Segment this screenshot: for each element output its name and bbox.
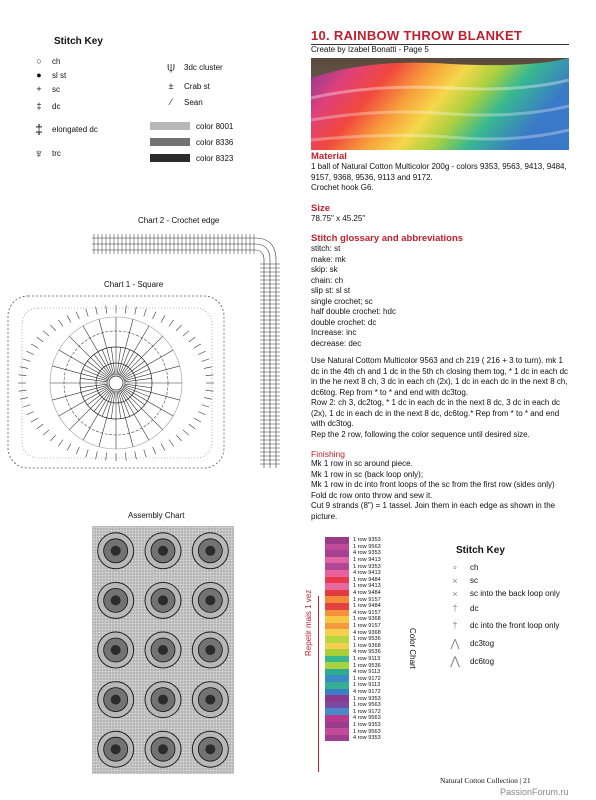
assembly-motif-center bbox=[111, 546, 121, 556]
key-item-ch: ○ ch bbox=[32, 54, 98, 68]
color-row-label: 1 row 9563 bbox=[353, 702, 381, 709]
assembly-motif-center bbox=[158, 645, 168, 655]
swatch-mid bbox=[150, 138, 190, 146]
key-item-dc: ‡ dc bbox=[32, 96, 98, 116]
color-row bbox=[325, 649, 381, 656]
color-row-swatch bbox=[325, 695, 349, 702]
border-stitch-mark bbox=[176, 435, 181, 441]
color-row-label: 1 row 9113 bbox=[353, 682, 381, 689]
assembly-label: Assembly Chart bbox=[128, 511, 185, 520]
key2-dc6tog: ⋀ dc6tog bbox=[448, 652, 560, 670]
color-row-label: 1 row 9353 bbox=[353, 695, 381, 702]
finishing-step: Mk 1 row in dc into front loops of the sc from the first row (sides only) bbox=[311, 480, 555, 489]
color-row-label: 1 row 9484 bbox=[353, 576, 381, 583]
credit-line: Create by Izabel Bonatti - Page 5 bbox=[311, 45, 429, 54]
assembly-motif-center bbox=[205, 695, 215, 705]
color-row-label: 1 row 9172 bbox=[353, 675, 381, 682]
border-stitch-mark bbox=[26, 351, 33, 354]
assembly-motif-center bbox=[205, 595, 215, 605]
round-stitch-mark bbox=[117, 391, 121, 419]
assembly-motif-center bbox=[205, 744, 215, 754]
color-row bbox=[325, 643, 381, 650]
assembly-motif-center bbox=[158, 744, 168, 754]
finishing-step: Fold dc row onto throw and sew it. bbox=[311, 490, 433, 500]
color-row-swatch bbox=[325, 728, 349, 735]
border-stitch-mark bbox=[189, 424, 195, 429]
color-row-label: 1 row 9172 bbox=[353, 708, 381, 715]
finishing-step: Mk 1 row in sc around piece. bbox=[311, 459, 413, 468]
dc3tog-icon: ⋀ bbox=[450, 637, 460, 650]
border-stitch-mark bbox=[202, 405, 210, 407]
color-row-swatch bbox=[325, 702, 349, 709]
treble-crochet-icon: ♆ bbox=[34, 145, 44, 161]
chart2-label: Chart 2 - Crochet edge bbox=[138, 216, 220, 225]
crab-stitch-icon: ± bbox=[168, 81, 174, 91]
color-row-swatch bbox=[325, 682, 349, 689]
color-row bbox=[325, 708, 381, 715]
round-stitch-mark bbox=[80, 384, 108, 388]
border-stitch-mark bbox=[86, 309, 88, 317]
border-stitch-mark bbox=[19, 390, 27, 391]
page-title: 10. RAINBOW THROW BLANKET bbox=[311, 28, 523, 43]
material-heading: Material bbox=[311, 151, 347, 162]
border-stitch-mark bbox=[20, 367, 28, 369]
color-row bbox=[325, 577, 381, 584]
color-row-label: 4 row 9563 bbox=[353, 715, 381, 722]
glossary-item: Increase: inc bbox=[311, 328, 357, 337]
color-row bbox=[325, 629, 381, 636]
color-row-swatch bbox=[325, 610, 349, 617]
color-row-label: 4 row 9113 bbox=[353, 669, 381, 676]
border-stitch-mark bbox=[161, 315, 165, 322]
border-stitch-mark bbox=[37, 337, 43, 342]
border-stitch-mark bbox=[37, 424, 43, 429]
glossary-heading: Stitch glossary and abbreviations bbox=[311, 233, 464, 244]
instruction-row2: Row 2: ch 3, dc2tog, * 1 dc in each dc in the next 8 dc, 3 dc in each dc (2x), 1 dc in each dc in the next 8 dc, dc6tog.* Rep from * to * and end with dc3tog. bbox=[311, 398, 561, 428]
border-stitch-mark bbox=[76, 447, 79, 454]
slip-stitch-icon: ● bbox=[36, 70, 42, 80]
color-row-swatch bbox=[325, 643, 349, 650]
material-text: 1 ball of Natural Cotton Multicolor 200g - colors 9353, 9563, 9413, 9484, 9157, 9368, 9536, 9113 and 9172. bbox=[311, 162, 567, 182]
color-row-label: 1 row 9353 bbox=[353, 721, 381, 728]
border-stitch-mark bbox=[106, 305, 107, 313]
color-row-swatch bbox=[325, 689, 349, 696]
color-row-label: 4 row 9536 bbox=[353, 649, 381, 656]
3dc-cluster-icon: ⍦ bbox=[167, 59, 175, 74]
border-stitch-mark bbox=[67, 315, 71, 322]
border-stitch-mark bbox=[43, 331, 49, 336]
key2-sc-back: × sc into the back loop only bbox=[448, 587, 560, 600]
assembly-motif-center bbox=[205, 546, 215, 556]
repeat-label: Repetir mais 1 vez bbox=[304, 589, 313, 656]
color-row-swatch bbox=[325, 623, 349, 630]
border-stitch-mark bbox=[31, 418, 38, 422]
glossary-item: single crochet; sc bbox=[311, 296, 373, 306]
assembly-motif-center bbox=[111, 595, 121, 605]
color-row bbox=[325, 702, 381, 709]
chart1-square bbox=[8, 296, 224, 468]
border-stitch-mark bbox=[67, 444, 71, 451]
color-row bbox=[325, 550, 381, 557]
border-stitch-mark bbox=[198, 351, 205, 354]
color-row bbox=[325, 544, 381, 551]
color-row-swatch bbox=[325, 550, 349, 557]
border-stitch-mark bbox=[58, 320, 63, 326]
dc-front-loop-icon: † bbox=[452, 620, 458, 630]
color-row-swatch bbox=[325, 715, 349, 722]
stitch-key-right-title: Stitch Key bbox=[456, 545, 505, 556]
assembly-motif-center bbox=[111, 695, 121, 705]
double-crochet-icon: † bbox=[452, 603, 458, 613]
assembly-motif-center bbox=[158, 695, 168, 705]
color-row-label: 1 row 9157 bbox=[353, 596, 381, 603]
border-stitch-mark bbox=[176, 325, 181, 331]
color-row-label: 4 row 9353 bbox=[353, 550, 381, 557]
key2-dc-front: † dc into the front loop only bbox=[448, 616, 560, 634]
border-stitch-mark bbox=[135, 451, 137, 459]
border-stitch-mark bbox=[194, 344, 201, 348]
glossary-item: chain: ch bbox=[311, 275, 344, 285]
color-row bbox=[325, 675, 381, 682]
glossary-section bbox=[311, 233, 573, 349]
color-row-label: 1 row 9563 bbox=[353, 543, 381, 550]
color-row bbox=[325, 735, 381, 742]
glossary-item: slip st: sl st bbox=[311, 286, 351, 295]
border-stitch-mark bbox=[204, 398, 212, 400]
round-stitch-mark bbox=[111, 347, 115, 375]
color-row-swatch bbox=[325, 583, 349, 590]
color-row-swatch bbox=[325, 629, 349, 636]
color-row bbox=[325, 623, 381, 630]
color-row bbox=[325, 695, 381, 702]
round-stitch-mark bbox=[111, 391, 115, 419]
border-stitch-mark bbox=[125, 305, 126, 313]
border-stitch-mark bbox=[43, 430, 49, 435]
key-item-slst: ● sl st bbox=[32, 68, 98, 82]
key-item-crab: ± Crab st bbox=[164, 78, 223, 94]
color-row bbox=[325, 728, 381, 735]
color-row-swatch bbox=[325, 570, 349, 577]
color-row bbox=[325, 669, 381, 676]
chain-icon: ○ bbox=[36, 56, 42, 66]
key-item-sean: ⁄ Sean bbox=[164, 94, 223, 110]
stitch-key-title: Stitch Key bbox=[54, 36, 103, 47]
assembly-motif-center bbox=[111, 645, 121, 655]
border-stitch-mark bbox=[58, 440, 63, 446]
color-row-label: 4 row 9172 bbox=[353, 688, 381, 695]
color-row-swatch bbox=[325, 675, 349, 682]
key-item-elongated-dc: ‡ elongated dc bbox=[32, 116, 98, 142]
key-item-3dc-cluster: ⍦ 3dc cluster bbox=[164, 56, 223, 78]
finishing-step: Mk 1 row in sc (back loop only); bbox=[311, 469, 424, 479]
border-stitch-mark bbox=[144, 450, 146, 458]
stitch-key-right-list bbox=[448, 561, 560, 670]
key2-ch: ∘ ch bbox=[448, 561, 560, 574]
chart1-label: Chart 1 - Square bbox=[104, 280, 164, 289]
round-stitch-mark bbox=[69, 389, 110, 430]
size-heading: Size bbox=[311, 203, 331, 214]
seam-icon: ⁄ bbox=[170, 97, 172, 107]
border-stitch-mark bbox=[20, 398, 28, 400]
stitch-key-left-col bbox=[32, 54, 98, 164]
single-crochet-icon: + bbox=[36, 84, 42, 94]
border-stitch-mark bbox=[194, 418, 201, 422]
color-chart bbox=[325, 537, 381, 741]
color-row bbox=[325, 682, 381, 689]
color-chart-label: Color Chart bbox=[408, 628, 417, 669]
chart2-edge bbox=[92, 238, 276, 468]
stitch-key-right-col bbox=[164, 56, 223, 110]
color-row-label: 1 row 9563 bbox=[353, 728, 381, 735]
color-row-swatch bbox=[325, 636, 349, 643]
color-row-label: 1 row 9353 bbox=[353, 563, 381, 570]
color-row-label: 1 row 9353 bbox=[353, 537, 381, 544]
glossary-item: half double crochet: hdc bbox=[311, 307, 396, 316]
color-row-label: 4 row 9353 bbox=[353, 735, 381, 742]
round-stitch-mark bbox=[124, 378, 152, 382]
color-row-label: 4 row 9157 bbox=[353, 609, 381, 616]
color-row-swatch bbox=[325, 722, 349, 729]
swatch-dark bbox=[150, 154, 190, 162]
blanket-photo bbox=[311, 58, 569, 150]
assembly-motif-center bbox=[158, 546, 168, 556]
footer-text: Natural Cotton Collection | 21 bbox=[440, 776, 531, 785]
border-stitch-mark bbox=[153, 447, 156, 454]
border-stitch-mark bbox=[153, 312, 156, 319]
color-row-label: 1 row 9413 bbox=[353, 557, 381, 564]
color-row-swatch bbox=[325, 649, 349, 656]
color-row-label: 1 row 9113 bbox=[353, 655, 381, 662]
single-crochet-icon: × bbox=[452, 575, 458, 586]
key2-dc3tog: ⋀ dc3tog bbox=[448, 634, 560, 652]
border-stitch-mark bbox=[106, 453, 107, 461]
border-stitch-mark bbox=[50, 435, 55, 441]
glossary-item: skip: sk bbox=[311, 265, 338, 274]
round-stitch-mark bbox=[117, 347, 121, 375]
assembly-motif-center bbox=[158, 595, 168, 605]
border-stitch-mark bbox=[198, 411, 205, 414]
border-stitch-mark bbox=[26, 411, 33, 414]
color-row-swatch bbox=[325, 735, 349, 742]
color-row-swatch bbox=[325, 563, 349, 570]
material-hook: Crochet hook G6. bbox=[311, 183, 374, 192]
border-stitch-mark bbox=[23, 405, 31, 407]
glossary-item: stitch: st bbox=[311, 244, 341, 253]
color-row-swatch bbox=[325, 656, 349, 663]
watermark: PassionForum.ru bbox=[500, 787, 569, 797]
color-row-label: 1 row 9368 bbox=[353, 616, 381, 623]
color-row bbox=[325, 715, 381, 722]
border-stitch-mark bbox=[169, 440, 174, 446]
color-row bbox=[325, 563, 381, 570]
color-row-label: 1 row 9157 bbox=[353, 623, 381, 630]
color-row bbox=[325, 570, 381, 577]
double-crochet-icon: ‡ bbox=[36, 101, 42, 111]
chain-icon: ∘ bbox=[452, 562, 458, 572]
border-stitch-mark bbox=[125, 453, 126, 461]
color-row bbox=[325, 603, 381, 610]
round-stitch-mark bbox=[122, 336, 163, 377]
round-stitch-mark bbox=[69, 336, 110, 377]
finishing-section bbox=[311, 449, 573, 522]
material-section bbox=[311, 151, 573, 194]
repeat-bracket-line bbox=[318, 596, 319, 772]
color-row-label: 1 row 9536 bbox=[353, 662, 381, 669]
color-row-label: 4 row 9484 bbox=[353, 590, 381, 597]
size-section bbox=[311, 203, 573, 225]
color-row bbox=[325, 636, 381, 643]
assembly-motif-center bbox=[111, 744, 121, 754]
color-row bbox=[325, 656, 381, 663]
color-row-label: 1 row 9368 bbox=[353, 642, 381, 649]
border-stitch-mark bbox=[183, 430, 189, 435]
color-row-label: 1 row 9484 bbox=[353, 603, 381, 610]
color-row-label: 4 row 9368 bbox=[353, 629, 381, 636]
border-stitch-mark bbox=[204, 367, 212, 369]
sc-back-loop-icon: × bbox=[452, 588, 458, 599]
border-stitch-mark bbox=[96, 307, 98, 315]
border-stitch-mark bbox=[23, 359, 31, 361]
border-stitch-mark bbox=[31, 344, 38, 348]
border-stitch-mark bbox=[96, 451, 98, 459]
color-row bbox=[325, 590, 381, 597]
round-stitch-mark bbox=[80, 378, 108, 382]
color-row-swatch bbox=[325, 669, 349, 676]
swatch-8001: color 8001 bbox=[150, 118, 233, 134]
border-stitch-mark bbox=[202, 359, 210, 361]
color-row-swatch bbox=[325, 603, 349, 610]
color-row-swatch bbox=[325, 662, 349, 669]
color-row bbox=[325, 596, 381, 603]
dc6tog-icon: ⋀ bbox=[450, 654, 460, 668]
color-row bbox=[325, 689, 381, 696]
instructions-section bbox=[311, 356, 573, 440]
border-stitch-mark bbox=[189, 337, 195, 342]
color-row bbox=[325, 557, 381, 564]
color-row-swatch bbox=[325, 708, 349, 715]
assembly-motif-center bbox=[205, 645, 215, 655]
color-row bbox=[325, 662, 381, 669]
border-stitch-mark bbox=[183, 331, 189, 336]
glossary-item: double crochet: dc bbox=[311, 317, 377, 327]
color-row-swatch bbox=[325, 577, 349, 584]
glossary-item: decrease: dec bbox=[311, 338, 362, 348]
color-row bbox=[325, 537, 381, 544]
size-text: 78.75" x 45.25" bbox=[311, 214, 366, 223]
swatch-light bbox=[150, 122, 190, 130]
color-row-label: 4 row 9413 bbox=[353, 570, 381, 577]
color-row-swatch bbox=[325, 537, 349, 544]
color-row bbox=[325, 583, 381, 590]
round-stitch-mark bbox=[122, 389, 163, 430]
color-row bbox=[325, 616, 381, 623]
color-row-label: 1 row 9413 bbox=[353, 583, 381, 590]
color-row-swatch bbox=[325, 590, 349, 597]
color-row-swatch bbox=[325, 544, 349, 551]
border-stitch-mark bbox=[50, 325, 55, 331]
color-row-label: 1 row 9536 bbox=[353, 636, 381, 643]
assembly-chart bbox=[92, 526, 234, 774]
color-row-swatch bbox=[325, 557, 349, 564]
color-row bbox=[325, 610, 381, 617]
glossary-item: make: mk bbox=[311, 254, 346, 264]
border-stitch-mark bbox=[76, 312, 79, 319]
color-row-swatch bbox=[325, 616, 349, 623]
instruction-row1: Use Natural Cottom Multicolor 9563 and ch 219 ( 216 + 3 to turn). mk 1 dc in the 4th ch and 1 dc in the 5th ch closing them tog, * 1 dc in each dc in the he next 8 ch, 3 dc in each ch (2x), 1 dc in each dc in the next 8 ch, dc6tog. Rep from * to * and end with dc3tog. bbox=[311, 356, 569, 397]
finishing-step: Cut 9 strands (8") = 1 tassel. Join them in each edge as shown in the picture. bbox=[311, 501, 556, 521]
key-item-sc: + sc bbox=[32, 82, 98, 96]
key-item-trc: ♆ trc bbox=[32, 142, 98, 164]
key2-sc: × sc bbox=[448, 574, 560, 587]
border-stitch-mark bbox=[144, 309, 146, 317]
color-row bbox=[325, 722, 381, 729]
round-stitch-mark bbox=[124, 384, 152, 388]
swatch-8336: color 8336 bbox=[150, 134, 233, 150]
key2-dc: † dc bbox=[448, 600, 560, 616]
finishing-heading: Finishing bbox=[311, 449, 346, 459]
color-row-swatch bbox=[325, 596, 349, 603]
elongated-dc-icon: ‡ bbox=[35, 121, 43, 137]
instruction-repeat: Rep the 2 row, following the color sequence until desired size. bbox=[311, 429, 530, 439]
crochet-charts-diagram bbox=[0, 228, 290, 493]
border-stitch-mark bbox=[169, 320, 174, 326]
border-stitch-mark bbox=[19, 375, 27, 376]
border-stitch-mark bbox=[161, 444, 165, 451]
border-stitch-mark bbox=[86, 450, 88, 458]
color-swatches bbox=[150, 118, 233, 166]
swatch-8323: color 8323 bbox=[150, 150, 233, 166]
